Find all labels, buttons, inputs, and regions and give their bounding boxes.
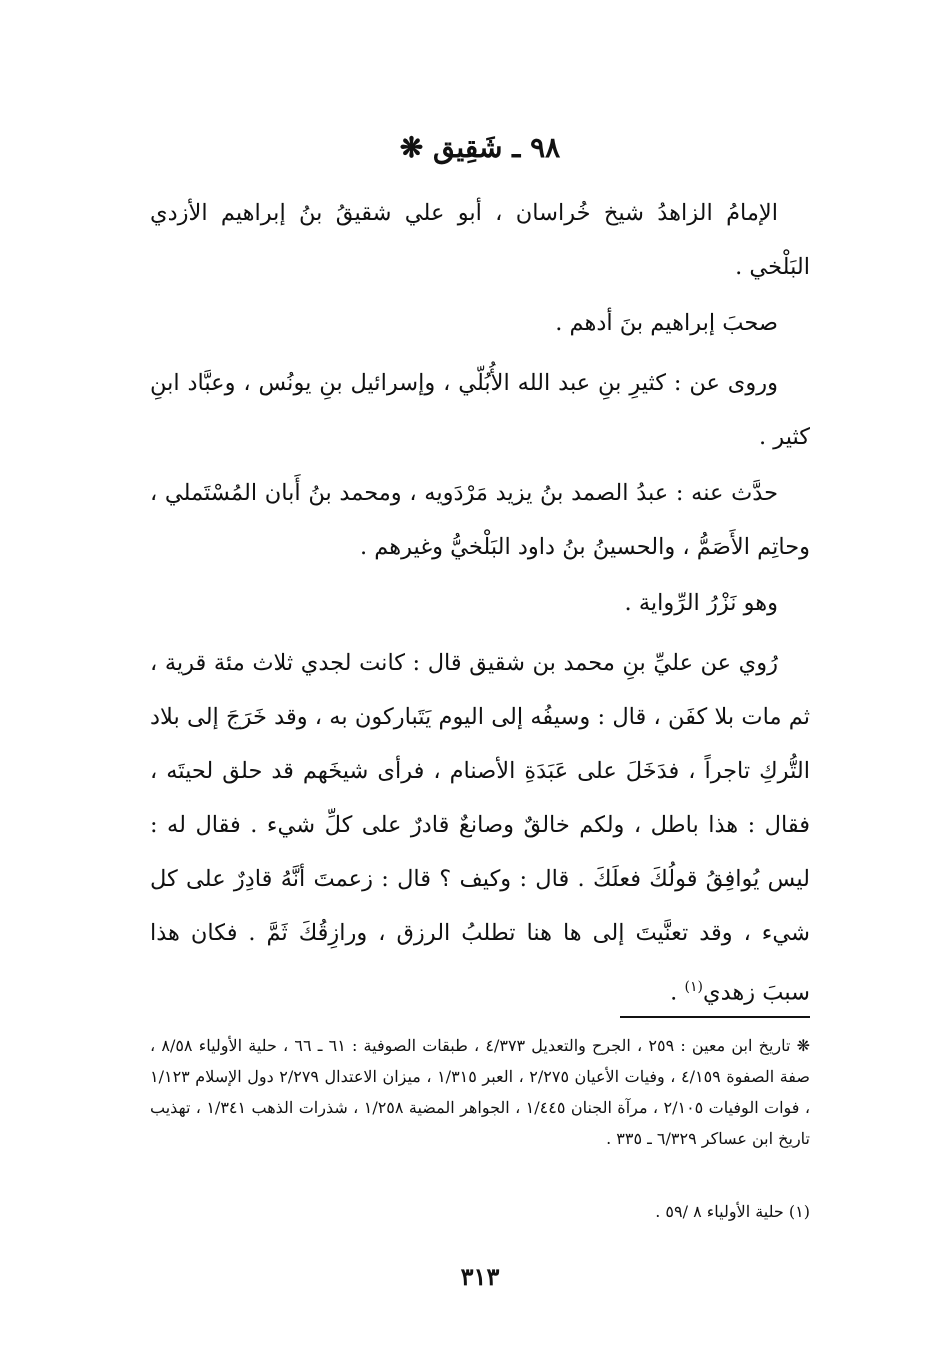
paragraph-narration-scarcity: وهو نَزْرُ الرِّواية .	[624, 590, 778, 616]
paragraph-narrated-by: حدَّث عنه : عبدُ الصمد بنُ يزيد مَرْدَويه ، ومحمد بنُ أَبان المُسْتَملي ، وحاتِم الأَصَمُّ ، والحسينُ بنُ داود البَلْخيُّ وغيرهم .	[150, 480, 810, 560]
page-number: ٣١٣	[460, 1262, 500, 1291]
story-text: رُوي عن عليِّ بنِ محمد بن شقيق قال : كانت لجدي ثلاث مئة قرية ، ثم مات بلا كفَن ، قال : وسيفُه إلى اليوم يَتَباركون به ، وقد خَرَجَ إلى بلاد التُّركِ تاجراً ، فدَخَلَ على عَبَدَةِ الأصنام ، فرأى شيخَهم قد حلق لحيتَه ، فقال : هذا باطل ، ولكم خالقٌ وصانعٌ قادرٌ على كلِّ شيء . فقال له : ليس يُوافِقُ قولُكَ فعلَكَ . قال : وكيف ؟ قال : زعمتَ أنَّهُ قادِرٌ على كل شيء ، وقد تعنَّيتَ إلى ها هنا تطلبُ الرزق ، ورازِقُكَ ثَمَّ . فكان هذا سببَ زهدي	[150, 650, 810, 1006]
paragraph-companionship: صحبَ إبراهيم بنَ أدهم .	[555, 310, 778, 336]
footnote-reference: (١)	[684, 979, 703, 995]
paragraph-story	[150, 636, 810, 1020]
footnote-1: (١) حلية الأولياء ٨ /٥٩ .	[655, 1202, 810, 1221]
biography-heading: ٩٨ ـ شَقِيق ❋	[399, 131, 561, 164]
paragraph-narrated-from: وروى عن : كثيرِ بنِ عبد الله الأُبُلّي ، وإسرائيل بنِ يونُس ، وعبَّاد ابنِ كثير .	[150, 370, 810, 450]
paragraph-name-lineage: الإمامُ الزاهدُ شيخ خُراسان ، أبو علي شقيقُ بنُ إبراهيم الأزدي البَلْخي .	[150, 200, 810, 280]
footnote-sources: ❋ تاريخ ابن معين : ٢٥٩ ، الجرح والتعديل ٤/٣٧٣ ، طبقات الصوفية : ٦١ ـ ٦٦ ، حلية الأولياء ٨/٥٨ ، صفة الصفوة ٤/١٥٩ ، وفيات الأعيان ٢/٢٧٥ ، العبر ١/٣١٥ ، ميزان الاعتدال ٢/٢٧٩ دول الإسلام ١/١٢٣ ، فوات الوفيات ٢/١٠٥ ، مرآة الجنان ١/٤٤٥ ، الجواهر المضية ١/٢٥٨ ، شذرات الذهب ١/٣٤١ ، تهذيب تاريخ ابن عساكر ٦/٣٢٩ ـ ٣٣٥ .	[150, 1036, 811, 1148]
story-text-end: .	[670, 979, 685, 1006]
footnote-divider	[620, 1016, 810, 1018]
